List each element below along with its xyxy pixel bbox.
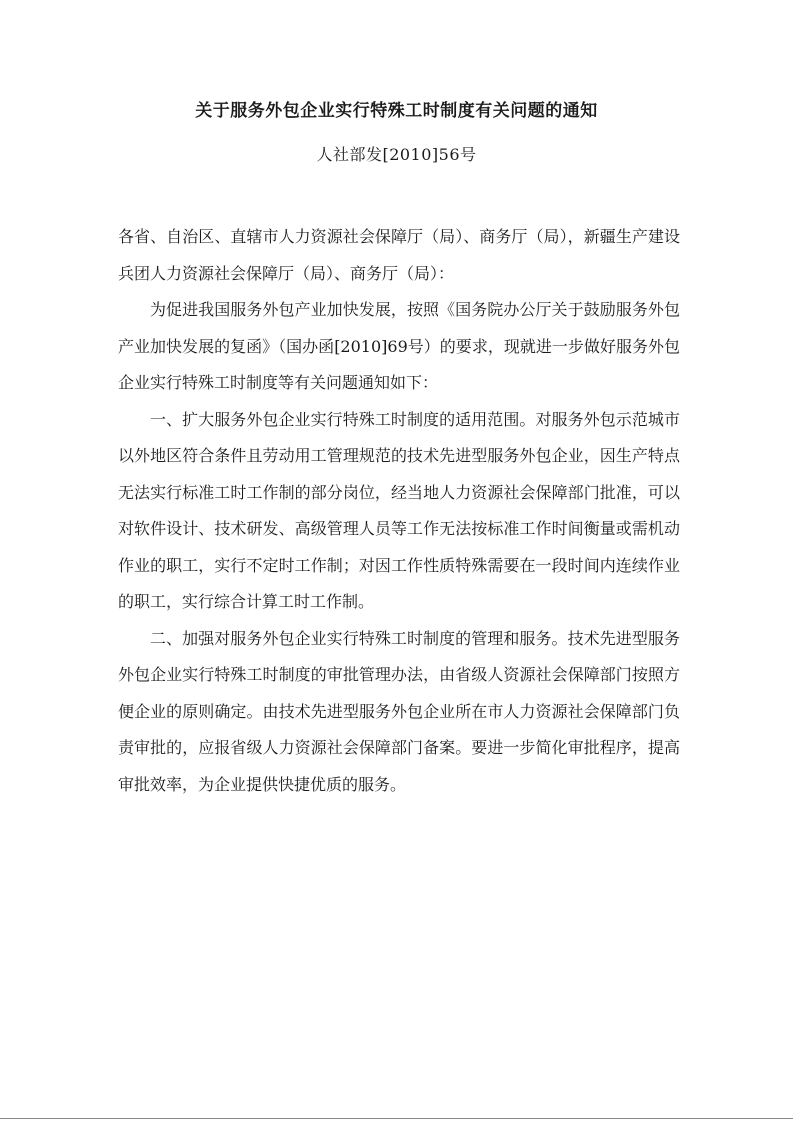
document-title: 关于服务外包企业实行特殊工时制度有关问题的通知 — [195, 101, 598, 121]
paragraph-section-1: 一、扩大服务外包企业实行特殊工时制度的适用范围。对服务外包示范城市以外地区符合条件且劳动用工管理规范的技术先进型服务外包企业，因生产特点无法实行标准工时工作制的部分岗位，经当地人力资源社会保障部门批准，可以对软件设计、技术研发、高级管理人员等工作无法按标准工作时间衡量或需机动作业的职工，实行不定时工作制；对因工作性质特殊需要在一段时间内连续作业的职工，实行综合计算工时工作制。 — [118, 409, 680, 611]
paragraph-section-2: 二、加强对服务外包企业实行特殊工时制度的管理和服务。技术先进型服务外包企业实行特殊工时制度的审批管理办法，由省级人资源社会保障部门按照方便企业的原则确定。由技术先进型服务外包企业所在市人力资源社会保障部门负责审批的，应报省级人力资源社会保障部门备案。要进一步简化审批程序，提高审批效率，为企业提供快捷优质的服务。 — [118, 628, 680, 794]
salutation: 各省、自治区、直辖市人力资源社会保障厅（局）、商务厅（局），新疆生产建设兵团人力资源社会保障厅（局）、商务厅（局）： — [118, 227, 680, 283]
paragraph-intro: 为促进我国服务外包产业加快发展，按照《国务院办公厅关于鼓励服务外包产业加快发展的复函》（国办函[2010]69号）的要求，现就进一步做好服务外包企业实行特殊工时制度等有关问题通知如下： — [118, 300, 680, 392]
page-bottom-rule — [0, 1118, 793, 1119]
document-body — [118, 219, 680, 803]
document-number: 人社部发[2010]56号 — [316, 145, 477, 164]
